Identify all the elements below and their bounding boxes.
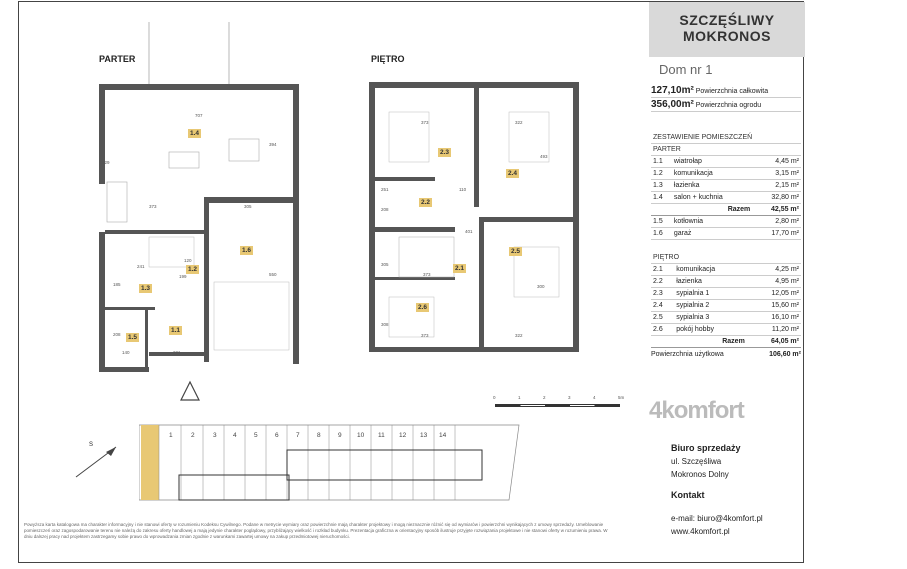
table-sum-row: Razem 64,05 m² xyxy=(651,336,801,348)
table-row: 1.3 łazienka 2,15 m² xyxy=(651,180,801,192)
dimension: 300 xyxy=(537,284,545,289)
usable-area: Powierzchnia użytkowa 106,60 m² xyxy=(651,351,801,358)
dimension: 199 xyxy=(179,274,187,279)
room-label: 1.3 xyxy=(141,285,151,292)
table-row: 2.5 sypialnia 3 16,10 m² xyxy=(651,312,801,324)
plot-number: 10 xyxy=(357,432,365,439)
dimension: 322 xyxy=(515,333,523,338)
plot-number: 7 xyxy=(296,432,300,439)
sales-info: Biuro sprzedaży ul. Szczęśliwa Mokronos Dolny Kontakt e-mail: biuro@4komfort.pl www.4komfort.pl xyxy=(671,443,763,536)
table-row: 1.6 garaż 17,70 m² xyxy=(651,228,801,240)
plot-number: 2 xyxy=(191,432,195,439)
dimension: 305 xyxy=(381,262,389,267)
table-row: 2.1 komunikacja 4,25 m² xyxy=(651,264,801,276)
room-label: 2.1 xyxy=(455,265,465,272)
dimension: 550 xyxy=(269,272,277,277)
dimension: 373 xyxy=(423,272,431,277)
plot-number: 12 xyxy=(399,432,407,439)
table-row: 2.2 łazienka 4,95 m² xyxy=(651,276,801,288)
table-row: 1.2 komunikacja 3,15 m² xyxy=(651,168,801,180)
room-label: 2.6 xyxy=(418,304,428,311)
dimension: 373 xyxy=(149,204,157,209)
plot-number: 4 xyxy=(233,432,237,439)
room-label: 1.5 xyxy=(128,334,138,341)
house-name: Dom nr 1 xyxy=(659,62,713,77)
dimension: 707 xyxy=(195,113,203,118)
table-row: 1.1 wiatrołap 4,45 m² xyxy=(651,156,801,168)
catalog-sheet xyxy=(18,1,804,563)
plot-number: 1 xyxy=(169,432,173,439)
room-label: 2.5 xyxy=(511,248,521,255)
plot-number: 6 xyxy=(275,432,279,439)
ground-floor-plan xyxy=(89,22,329,377)
table-row: 1.5 kotłownia 2,80 m² xyxy=(651,216,801,228)
dimension: 241 xyxy=(137,264,145,269)
dimension: 185 xyxy=(113,282,121,287)
first-floor-plan xyxy=(359,82,599,382)
dimension: 251 xyxy=(381,187,389,192)
entrance-arrow-icon xyxy=(179,380,201,402)
room-label: 2.3 xyxy=(440,149,450,156)
dimension: 140 xyxy=(122,350,130,355)
dimension: 208 xyxy=(113,332,121,337)
compass-icon xyxy=(71,442,121,482)
dimension: 329 xyxy=(102,160,110,165)
room-label: 1.4 xyxy=(190,130,200,137)
dimension: 373 xyxy=(421,333,429,338)
first-plan-title: PIĘTRO xyxy=(371,54,405,64)
dimension: 208 xyxy=(381,207,389,212)
compass-south: S xyxy=(89,442,94,448)
dimension: 373 xyxy=(421,120,429,125)
brand-logo: 4komfort xyxy=(649,397,744,424)
dimension: 493 xyxy=(540,154,548,159)
plot-number: 11 xyxy=(378,432,385,439)
room-label: 2.4 xyxy=(508,170,518,177)
room-label: 2.2 xyxy=(421,199,431,206)
dimension: 120 xyxy=(184,258,192,263)
dimension: 322 xyxy=(515,120,523,125)
summary-title: ZESTAWIENIE POMIESZCZEŃ xyxy=(651,132,801,144)
table-row: 2.4 sypialnia 2 15,60 m² xyxy=(651,300,801,312)
table-row: 1.4 salon + kuchnia 32,80 m² xyxy=(651,192,801,204)
table-row: 2.6 pokój hobby 11,20 m² xyxy=(651,324,801,336)
ground-plan-title: PARTER xyxy=(99,54,136,64)
dimension: 110 xyxy=(459,187,467,192)
plot-number: 8 xyxy=(317,432,321,439)
area-summary: 127,10m² Powierzchnia całkowita 356,00m² Powierzchnia ogrodu xyxy=(651,84,801,112)
room-table xyxy=(651,132,801,358)
title-line2: MOKRONOS xyxy=(683,28,771,44)
room-label: 1.2 xyxy=(188,266,198,273)
room-label: 1.1 xyxy=(171,327,181,334)
plot-number: 13 xyxy=(420,432,428,439)
disclaimer: Powyższa karta katalogowa ma charakter informacyjny i nie stanowi oferty w rozumieniu Kodeksu Cywilnego. Podane w metrycie wymiary oraz powierzchnie mają charakter projektowy i mogą nieznacznie różnić się od wymiarów i powierzchni wynikających z umowy sprzedaży. Umeblowanie pomieszczeń oraz zagospodarowanie terenu nie należą do zakresu oferty handlowej a mają jedynie charakter poglądowy, przybliżający wielkość i rozkład budynku. Prezentacja graficzna w orientacyjny sposób ilustruje przyjęte rozwiązania projektowe i nie stanowi oferty w rozumieniu prawa. W dniu dalszej pracy nad projektem zastrzegamy sobie prawo do wprowadzania zmian zgodnie z warunkami zawartej umowy na zakup przedmiotowej nieruchomości. xyxy=(24,522,608,539)
dimension: 394 xyxy=(269,142,277,147)
plot-number: 5 xyxy=(254,432,258,439)
scale-bar: 0 1 2 3 4 5m xyxy=(493,395,623,415)
dimension: 221 xyxy=(173,350,181,355)
dimension: 305 xyxy=(244,204,252,209)
plot-number: 9 xyxy=(338,432,342,439)
dimension: 308 xyxy=(381,322,389,327)
plot-number: 3 xyxy=(213,432,217,439)
title-block xyxy=(649,2,805,57)
first-room-table xyxy=(651,264,801,348)
table-row: 2.3 sypialnia 1 12,05 m² xyxy=(651,288,801,300)
first-title: PIĘTRO xyxy=(651,252,801,264)
plot-number: 14 xyxy=(439,432,447,439)
dimension: 401 xyxy=(465,229,473,234)
ground-title: PARTER xyxy=(651,144,801,156)
table-sum-row: Razem 42,55 m² xyxy=(651,204,801,216)
site-plan xyxy=(139,420,524,505)
ground-room-table xyxy=(651,156,801,240)
title-line1: SZCZĘŚLIWY xyxy=(679,12,775,28)
room-label: 1.6 xyxy=(242,247,252,254)
